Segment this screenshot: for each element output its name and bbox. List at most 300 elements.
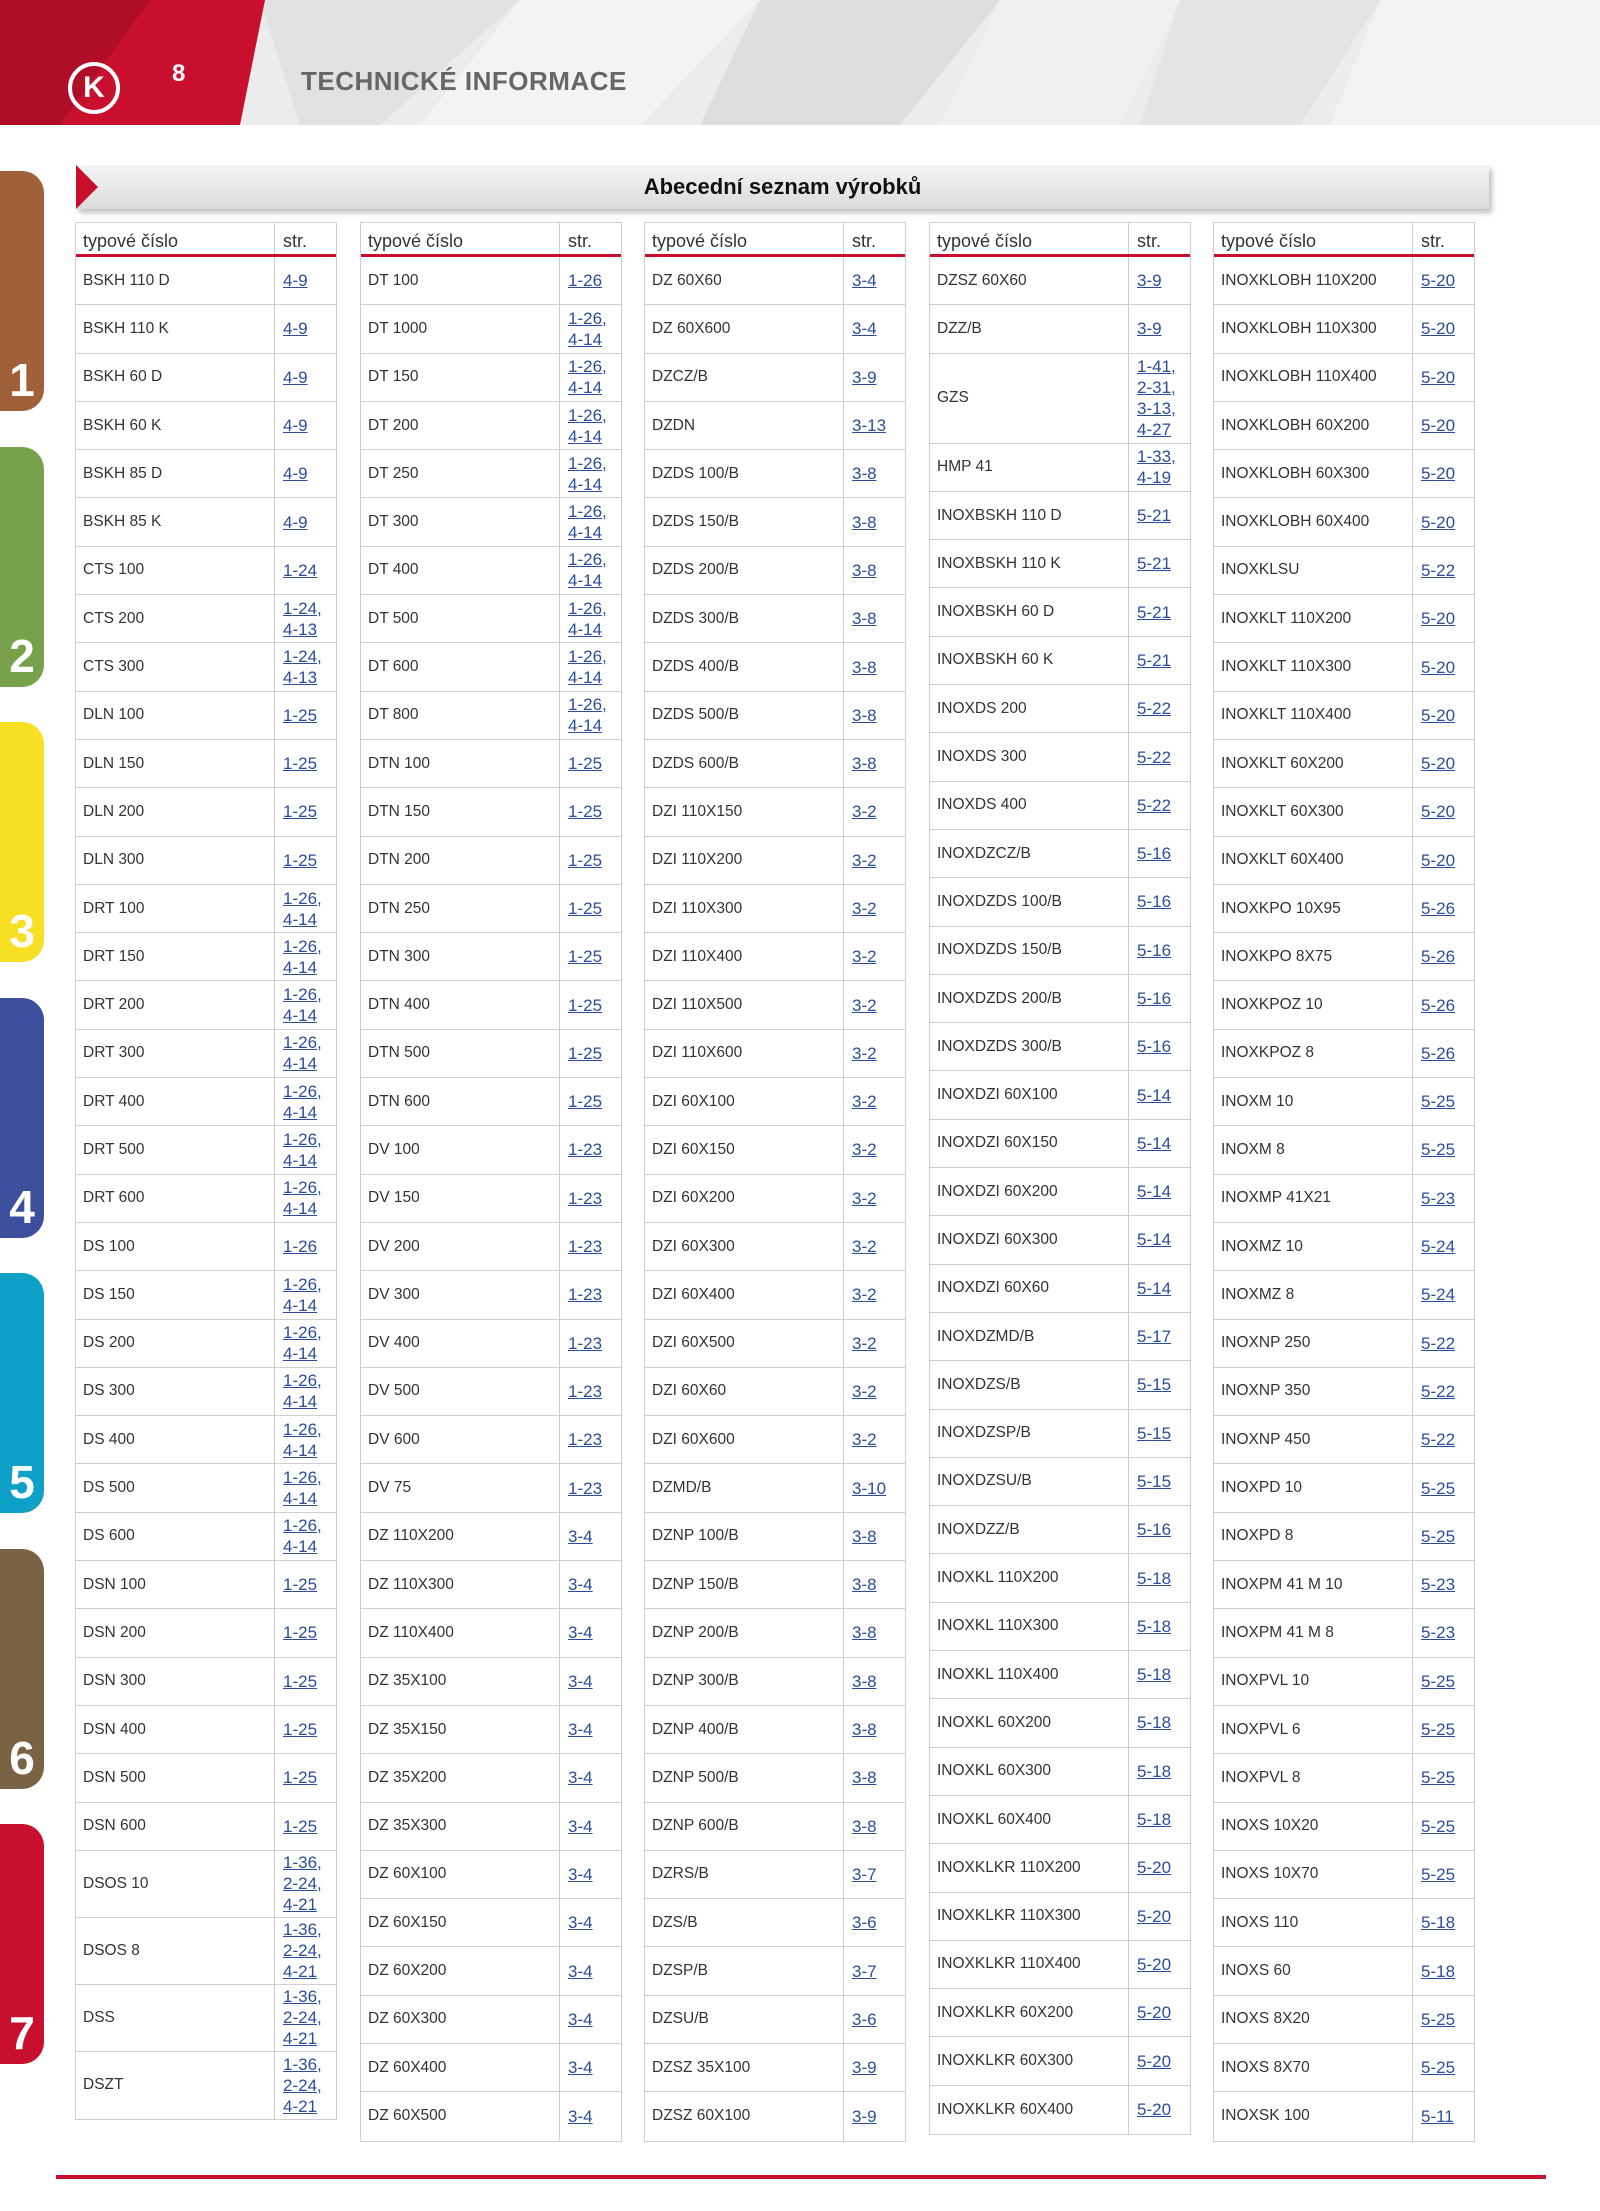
page-link[interactable]: 3-2 — [852, 899, 877, 918]
page-link[interactable]: 1-36, 2-24, 4-21 — [283, 2054, 322, 2116]
page-link[interactable]: 3-4 — [568, 2058, 593, 2078]
page-link[interactable]: 1-25 — [283, 1623, 318, 1643]
page-link[interactable]: 4-9 — [283, 416, 308, 436]
page-link[interactable]: 5-20 — [1137, 1858, 1172, 1878]
page-link[interactable]: 3-6 — [852, 2009, 877, 2029]
page-cell — [275, 1918, 336, 1984]
page-link[interactable]: 5-16 — [1137, 1520, 1172, 1540]
product-code: DZNP 150/B — [645, 1561, 844, 1608]
page-link[interactable]: 1-24, 4-13 — [283, 647, 322, 688]
product-code: DTN 150 — [361, 788, 560, 835]
page-link[interactable]: 3-2 — [852, 1092, 877, 1112]
page-link[interactable]: 3-7 — [852, 1864, 877, 1884]
page-link[interactable]: 5-21 — [1137, 554, 1172, 574]
table-row — [361, 1899, 621, 1947]
page-link[interactable]: 5-25 — [1421, 1768, 1456, 1788]
page-link[interactable]: 1-26, 4-14 — [283, 1081, 322, 1122]
page-link[interactable]: 5-20 — [1137, 2051, 1172, 2071]
page-link[interactable]: 1-25 — [283, 705, 318, 725]
product-code: DTN 400 — [361, 981, 560, 1028]
product-code: INOXKLOBH 110X200 — [1214, 257, 1413, 304]
table-row — [76, 1271, 336, 1319]
table-row — [76, 1416, 336, 1464]
page-cell — [560, 837, 621, 884]
product-code: CTS 100 — [76, 547, 275, 594]
page-cell — [844, 498, 905, 545]
page-link[interactable]: 1-26, 4-14 — [568, 453, 607, 494]
page-link[interactable]: 5-25 — [1421, 1092, 1456, 1112]
page-cell — [1413, 1126, 1474, 1173]
page-link[interactable]: 3-9 — [852, 367, 877, 387]
page-link[interactable]: 1-26, 4-14 — [283, 1419, 322, 1460]
page-link[interactable]: 3-8 — [852, 657, 877, 677]
page-link[interactable]: 5-25 — [1421, 2009, 1456, 2029]
header-name: typové číslo — [645, 223, 844, 254]
page-link[interactable]: 5-22 — [1421, 1333, 1456, 1353]
page-link[interactable]: 1-23 — [568, 1188, 603, 1208]
page-link[interactable]: 1-23 — [568, 1333, 603, 1353]
page-link[interactable]: 1-25 — [568, 754, 603, 774]
page-link[interactable]: 5-25 — [1421, 1720, 1456, 1740]
page-link[interactable]: 5-23 — [1421, 1623, 1456, 1643]
page-cell — [275, 1416, 336, 1463]
table-row — [1214, 1416, 1474, 1464]
page-link[interactable]: 1-25 — [568, 995, 603, 1015]
page-link[interactable]: 1-25 — [283, 1720, 318, 1740]
table-row — [361, 1078, 621, 1126]
page-link[interactable]: 5-20 — [1421, 754, 1456, 774]
page-link[interactable]: 1-26, 4-14 — [568, 308, 607, 349]
page-link[interactable]: 1-26, 4-14 — [283, 1323, 322, 1364]
page-link[interactable]: 5-20 — [1421, 464, 1456, 484]
page-link[interactable]: 3-8 — [852, 512, 877, 532]
page-link[interactable]: 1-26, 4-14 — [283, 1033, 322, 1074]
table-row — [645, 1706, 905, 1754]
page-cell — [560, 547, 621, 594]
page-link[interactable]: 5-20 — [1421, 512, 1456, 532]
page-link[interactable]: 3-9 — [852, 2058, 877, 2078]
page-link[interactable]: 5-20 — [1421, 657, 1456, 677]
page-link[interactable]: 3-2 — [852, 1381, 877, 1401]
product-code: INOXPVL 6 — [1214, 1706, 1413, 1753]
page-cell — [1129, 2037, 1190, 2084]
page-link[interactable]: 1-26, 4-14 — [568, 598, 607, 639]
page-link[interactable]: 3-2 — [852, 1333, 877, 1353]
page-link[interactable]: 5-16 — [1137, 940, 1172, 960]
page-cell — [844, 305, 905, 352]
page-link[interactable]: 5-11 — [1421, 2106, 1454, 2126]
page-link[interactable]: 3-4 — [568, 1768, 593, 1788]
table-row — [645, 837, 905, 885]
page-link[interactable]: 5-22 — [1137, 795, 1172, 815]
page-link[interactable]: 1-25 — [568, 802, 603, 822]
page-link[interactable]: 5-18 — [1137, 1568, 1172, 1588]
product-code: DZ 60X200 — [361, 1947, 560, 1994]
page-link[interactable]: 1-26 — [283, 1237, 318, 1257]
product-code: INOXKL 110X300 — [930, 1603, 1129, 1650]
page-cell — [1413, 1320, 1474, 1367]
page-link[interactable]: 5-25 — [1421, 2058, 1456, 2078]
page-link[interactable]: 3-4 — [568, 1864, 593, 1884]
page-link[interactable]: 1-25 — [283, 1816, 318, 1836]
product-code: INOXMP 41X21 — [1214, 1175, 1413, 1222]
page-link[interactable]: 1-26, 4-14 — [283, 985, 322, 1026]
page-link[interactable]: 3-9 — [1137, 319, 1162, 339]
table-row — [361, 788, 621, 836]
page-cell — [275, 1609, 336, 1656]
chapter-tab-7[interactable] — [0, 1824, 44, 2064]
page-link[interactable]: 3-2 — [852, 850, 877, 870]
page-link[interactable]: 3-2 — [852, 1237, 877, 1257]
page-link[interactable]: 3-7 — [852, 1961, 877, 1981]
page-link[interactable]: 5-17 — [1137, 1327, 1172, 1347]
page-link[interactable]: 3-2 — [852, 1285, 877, 1305]
page-link[interactable]: 1-25 — [568, 899, 603, 918]
page-link[interactable]: 4-9 — [283, 367, 308, 387]
page-link[interactable]: 5-15 — [1137, 1423, 1172, 1443]
table-row — [76, 933, 336, 981]
page-link[interactable]: 5-20 — [1421, 802, 1456, 822]
table-row — [361, 1030, 621, 1078]
page-link[interactable]: 5-25 — [1421, 1526, 1456, 1546]
table-row — [930, 1796, 1190, 1844]
page-link[interactable]: 5-25 — [1421, 1478, 1456, 1498]
page-link[interactable]: 4-9 — [283, 319, 308, 339]
table-row — [361, 1464, 621, 1512]
page-link[interactable]: 3-8 — [852, 705, 877, 725]
page-link[interactable]: 5-22 — [1421, 1430, 1456, 1450]
page-link[interactable]: 5-16 — [1137, 892, 1172, 912]
page-link[interactable]: 5-14 — [1137, 1278, 1172, 1298]
table-row — [930, 1265, 1190, 1313]
page-link[interactable]: 1-25 — [568, 850, 603, 870]
table-row — [930, 588, 1190, 636]
page-link[interactable]: 5-26 — [1421, 1043, 1456, 1063]
page-link[interactable]: 3-13 — [852, 416, 887, 436]
table-row — [76, 643, 336, 691]
table-row — [930, 927, 1190, 975]
page-link[interactable]: 5-20 — [1137, 2003, 1172, 2023]
table-row — [361, 1851, 621, 1899]
page-link[interactable]: 5-16 — [1137, 844, 1172, 864]
page-link[interactable]: 1-41, 2-31, 3-13, 4-27 — [1137, 357, 1176, 440]
page-cell — [275, 402, 336, 449]
page-link[interactable]: 5-14 — [1137, 1085, 1172, 1105]
page-link[interactable]: 1-26, 4-14 — [283, 1371, 322, 1412]
page-cell — [844, 981, 905, 1028]
page-link[interactable]: 1-25 — [283, 850, 318, 870]
page-cell — [1129, 257, 1190, 304]
page-link[interactable]: 5-16 — [1137, 989, 1172, 1008]
page-link[interactable]: 3-4 — [568, 1720, 593, 1740]
page-link[interactable]: 5-22 — [1137, 699, 1172, 719]
page-link[interactable]: 5-20 — [1421, 609, 1456, 629]
page-link[interactable]: 3-9 — [1137, 271, 1162, 291]
page-link[interactable]: 1-36, 2-24, 4-21 — [283, 1987, 322, 2049]
page-link[interactable]: 1-24, 4-13 — [283, 598, 322, 639]
page-link[interactable]: 1-25 — [283, 802, 318, 822]
page-link[interactable]: 4-9 — [283, 271, 308, 291]
table-row — [361, 1658, 621, 1706]
page-link[interactable]: 5-24 — [1421, 1285, 1456, 1305]
page-link[interactable]: 1-26, 4-14 — [568, 357, 607, 398]
page-cell — [1413, 837, 1474, 884]
page-link[interactable]: 1-25 — [283, 1768, 318, 1788]
table-row — [361, 257, 621, 305]
page-cell — [275, 740, 336, 787]
product-code: INOXKPO 8X75 — [1214, 933, 1413, 980]
page-link[interactable]: 1-24 — [283, 560, 318, 580]
page-link[interactable]: 5-18 — [1421, 1913, 1456, 1933]
table-row — [361, 1271, 621, 1319]
page-link[interactable]: 5-22 — [1421, 560, 1456, 580]
page-link[interactable]: 5-21 — [1137, 650, 1172, 670]
page-link[interactable]: 5-18 — [1421, 1961, 1456, 1981]
product-code: INOXKLKR 60X400 — [930, 2086, 1129, 2134]
page-link[interactable]: 5-20 — [1421, 705, 1456, 725]
page-link[interactable]: 3-8 — [852, 1768, 877, 1788]
page-link[interactable]: 5-21 — [1137, 602, 1172, 622]
page-link[interactable]: 5-14 — [1137, 1230, 1172, 1250]
page-link[interactable]: 1-33, 4-19 — [1137, 447, 1176, 488]
table-row — [1214, 1947, 1474, 1995]
chapter-tab-6[interactable] — [0, 1549, 44, 1789]
product-code: DZ 35X300 — [361, 1803, 560, 1850]
page-link[interactable]: 3-4 — [568, 1816, 593, 1836]
product-code: INOXM 8 — [1214, 1126, 1413, 1173]
page-link[interactable]: 5-14 — [1137, 1182, 1172, 1202]
product-code: INOXDZI 60X150 — [930, 1120, 1129, 1167]
product-code: INOXDZS/B — [930, 1361, 1129, 1408]
page-link[interactable]: 5-25 — [1421, 1864, 1456, 1884]
header-page: str. — [1421, 231, 1446, 251]
page-link[interactable]: 5-24 — [1421, 1237, 1456, 1257]
page-link[interactable]: 5-20 — [1137, 1906, 1172, 1926]
page-link[interactable]: 3-2 — [852, 1140, 877, 1160]
page-link[interactable]: 1-26, 4-14 — [283, 1468, 322, 1509]
page-link[interactable]: 3-4 — [568, 1623, 593, 1643]
table-row — [361, 1223, 621, 1271]
page-cell — [844, 1030, 905, 1077]
page-cell — [1413, 1078, 1474, 1125]
page-link[interactable]: 3-8 — [852, 754, 877, 774]
page-link[interactable]: 3-4 — [568, 2009, 593, 2029]
table-row — [930, 1603, 1190, 1651]
page-link[interactable]: 3-10 — [852, 1478, 887, 1498]
page-cell — [1129, 1893, 1190, 1940]
page-link[interactable]: 5-16 — [1137, 1037, 1172, 1057]
product-code: INOXDS 400 — [930, 782, 1129, 829]
page-cell — [275, 1320, 336, 1367]
product-code: INOXKLOBH 60X400 — [1214, 498, 1413, 545]
chapter-tab-5[interactable] — [0, 1273, 44, 1513]
page-cell — [1413, 788, 1474, 835]
page-link[interactable]: 1-26, 4-14 — [283, 1274, 322, 1315]
table-row — [1214, 1513, 1474, 1561]
page-link[interactable]: 1-25 — [568, 947, 603, 967]
page-link[interactable]: 3-2 — [852, 802, 877, 822]
page-link[interactable]: 5-18 — [1137, 1665, 1172, 1685]
page-link[interactable]: 4-9 — [283, 512, 308, 532]
product-code: DV 400 — [361, 1320, 560, 1367]
page-link[interactable]: 3-2 — [852, 1430, 877, 1450]
product-code: DZ 60X500 — [361, 2092, 560, 2140]
table-row — [645, 643, 905, 691]
chapter-tab-1[interactable] — [0, 171, 44, 411]
page-link[interactable]: 1-26, 4-14 — [283, 1516, 322, 1557]
page-link[interactable]: 5-20 — [1421, 271, 1456, 291]
page-link[interactable]: 5-22 — [1421, 1381, 1456, 1401]
table-row — [361, 305, 621, 353]
product-code: DZDS 100/B — [645, 450, 844, 497]
page-link[interactable]: 5-18 — [1137, 1810, 1172, 1830]
page-cell — [844, 1996, 905, 2043]
page-link[interactable]: 5-20 — [1421, 416, 1456, 436]
page-link[interactable]: 5-25 — [1421, 1671, 1456, 1691]
page-link[interactable]: 5-18 — [1137, 1761, 1172, 1781]
page-link[interactable]: 1-36, 2-24, 4-21 — [283, 1920, 322, 1982]
page-link[interactable]: 3-8 — [852, 1671, 877, 1691]
page-link[interactable]: 1-26, 4-14 — [283, 1178, 322, 1219]
page-link[interactable]: 1-26, 4-14 — [568, 405, 607, 446]
page-link[interactable]: 3-4 — [852, 319, 877, 339]
page-link[interactable]: 3-4 — [852, 271, 877, 291]
page-link[interactable]: 1-23 — [568, 1140, 603, 1160]
page-cell — [1413, 1803, 1474, 1850]
page-link[interactable]: 1-23 — [568, 1478, 603, 1498]
page-cell — [560, 1706, 621, 1753]
page-link[interactable]: 3-8 — [852, 1816, 877, 1836]
chapter-tab-3[interactable] — [0, 722, 44, 962]
table-row — [645, 595, 905, 643]
page-link[interactable]: 3-8 — [852, 1623, 877, 1643]
product-code: INOXKLT 110X300 — [1214, 643, 1413, 690]
page-link[interactable]: 5-20 — [1421, 367, 1456, 387]
table-row — [76, 1918, 336, 1985]
product-code: INOXDZI 60X300 — [930, 1216, 1129, 1263]
page-link[interactable]: 5-21 — [1137, 506, 1172, 526]
page-link[interactable]: 3-8 — [852, 609, 877, 629]
page-link[interactable]: 3-8 — [852, 560, 877, 580]
page-link[interactable]: 1-26, 4-14 — [283, 1129, 322, 1170]
page-link[interactable]: 1-26, 4-14 — [568, 502, 607, 543]
page-cell — [560, 1030, 621, 1077]
page-cell — [560, 1271, 621, 1318]
page-link[interactable]: 3-4 — [568, 1671, 593, 1691]
page-link[interactable]: 3-4 — [568, 1575, 593, 1595]
table-row — [645, 740, 905, 788]
page-link[interactable]: 5-18 — [1137, 1713, 1172, 1733]
page-link[interactable]: 1-26, 4-14 — [568, 550, 607, 591]
page-cell — [560, 2092, 621, 2140]
product-code: DZI 60X400 — [645, 1271, 844, 1318]
page-link[interactable]: 1-23 — [568, 1285, 603, 1305]
page-link[interactable]: 1-25 — [283, 754, 318, 774]
page-link[interactable]: 1-25 — [568, 1092, 603, 1112]
page-link[interactable]: 3-8 — [852, 1575, 877, 1595]
page-link[interactable]: 3-8 — [852, 1526, 877, 1546]
page-link[interactable]: 3-2 — [852, 1043, 877, 1063]
page-cell — [1413, 1561, 1474, 1608]
page-link[interactable]: 3-6 — [852, 1913, 877, 1933]
page-link[interactable]: 1-23 — [568, 1430, 603, 1450]
page-cell — [275, 1754, 336, 1801]
page-cell — [275, 1561, 336, 1608]
page-link[interactable]: 1-25 — [283, 1575, 318, 1595]
page-link[interactable]: 3-8 — [852, 464, 877, 484]
page-link[interactable]: 1-26, 4-14 — [568, 695, 607, 736]
table-row — [361, 1609, 621, 1657]
page-link[interactable]: 3-4 — [568, 1961, 593, 1981]
page-link[interactable]: 3-9 — [852, 2106, 877, 2126]
product-code: INOXBSKH 60 D — [930, 588, 1129, 635]
page-link[interactable]: 1-26, 4-14 — [283, 888, 322, 929]
page-link[interactable]: 1-26, 4-14 — [568, 647, 607, 688]
page-link[interactable]: 1-23 — [568, 1237, 603, 1257]
page-link[interactable]: 5-23 — [1421, 1188, 1456, 1208]
page-link[interactable]: 5-14 — [1137, 1133, 1172, 1153]
page-link[interactable]: 3-2 — [852, 1188, 877, 1208]
page-link[interactable]: 5-18 — [1137, 1616, 1172, 1636]
page-link[interactable]: 3-4 — [568, 1526, 593, 1546]
chapter-tab-2[interactable] — [0, 447, 44, 687]
product-code: INOXNP 450 — [1214, 1416, 1413, 1463]
page-link[interactable]: 3-2 — [852, 995, 877, 1015]
page-link[interactable]: 5-22 — [1137, 747, 1172, 767]
chapter-tab-4[interactable] — [0, 998, 44, 1238]
page-cell — [844, 1851, 905, 1898]
table-row — [76, 1368, 336, 1416]
page-link[interactable]: 5-26 — [1421, 899, 1456, 918]
product-code: DZI 60X100 — [645, 1078, 844, 1125]
page-link[interactable]: 4-9 — [283, 464, 308, 484]
product-code: INOXBSKH 110 K — [930, 540, 1129, 587]
table-row — [361, 692, 621, 740]
page-cell — [844, 1803, 905, 1850]
page-link[interactable]: 5-25 — [1421, 1140, 1456, 1160]
page-cell — [844, 450, 905, 497]
page-link[interactable]: 5-25 — [1421, 1816, 1456, 1836]
page-link[interactable]: 1-23 — [568, 1381, 603, 1401]
page-link[interactable]: 5-15 — [1137, 1375, 1172, 1395]
page-link[interactable]: 1-26 — [568, 271, 603, 291]
page-link[interactable]: 5-26 — [1421, 947, 1456, 967]
product-code: DZRS/B — [645, 1851, 844, 1898]
page-link[interactable]: 5-20 — [1137, 1954, 1172, 1974]
page-link[interactable]: 5-20 — [1421, 319, 1456, 339]
page-link[interactable]: 3-4 — [568, 2106, 593, 2126]
page-link[interactable]: 1-25 — [283, 1671, 318, 1691]
page-link[interactable]: 3-2 — [852, 947, 877, 967]
page-link[interactable]: 5-15 — [1137, 1471, 1172, 1491]
product-code: INOXKL 110X400 — [930, 1651, 1129, 1698]
page-link[interactable]: 5-20 — [1137, 2100, 1172, 2120]
page-link[interactable]: 5-20 — [1421, 850, 1456, 870]
page-link[interactable]: 3-4 — [568, 1913, 593, 1933]
page-link[interactable]: 1-36, 2-24, 4-21 — [283, 1853, 322, 1915]
table-row — [1214, 547, 1474, 595]
page-link[interactable]: 5-26 — [1421, 995, 1456, 1015]
page-cell — [560, 1851, 621, 1898]
product-code: DS 100 — [76, 1223, 275, 1270]
product-code: DZ 60X150 — [361, 1899, 560, 1946]
page-link[interactable]: 1-25 — [568, 1043, 603, 1063]
page-link[interactable]: 3-8 — [852, 1720, 877, 1740]
table-row — [645, 1851, 905, 1899]
product-code: INOXDZDS 200/B — [930, 975, 1129, 1022]
page-link[interactable]: 1-26, 4-14 — [283, 936, 322, 977]
page-link[interactable]: 5-23 — [1421, 1575, 1456, 1595]
